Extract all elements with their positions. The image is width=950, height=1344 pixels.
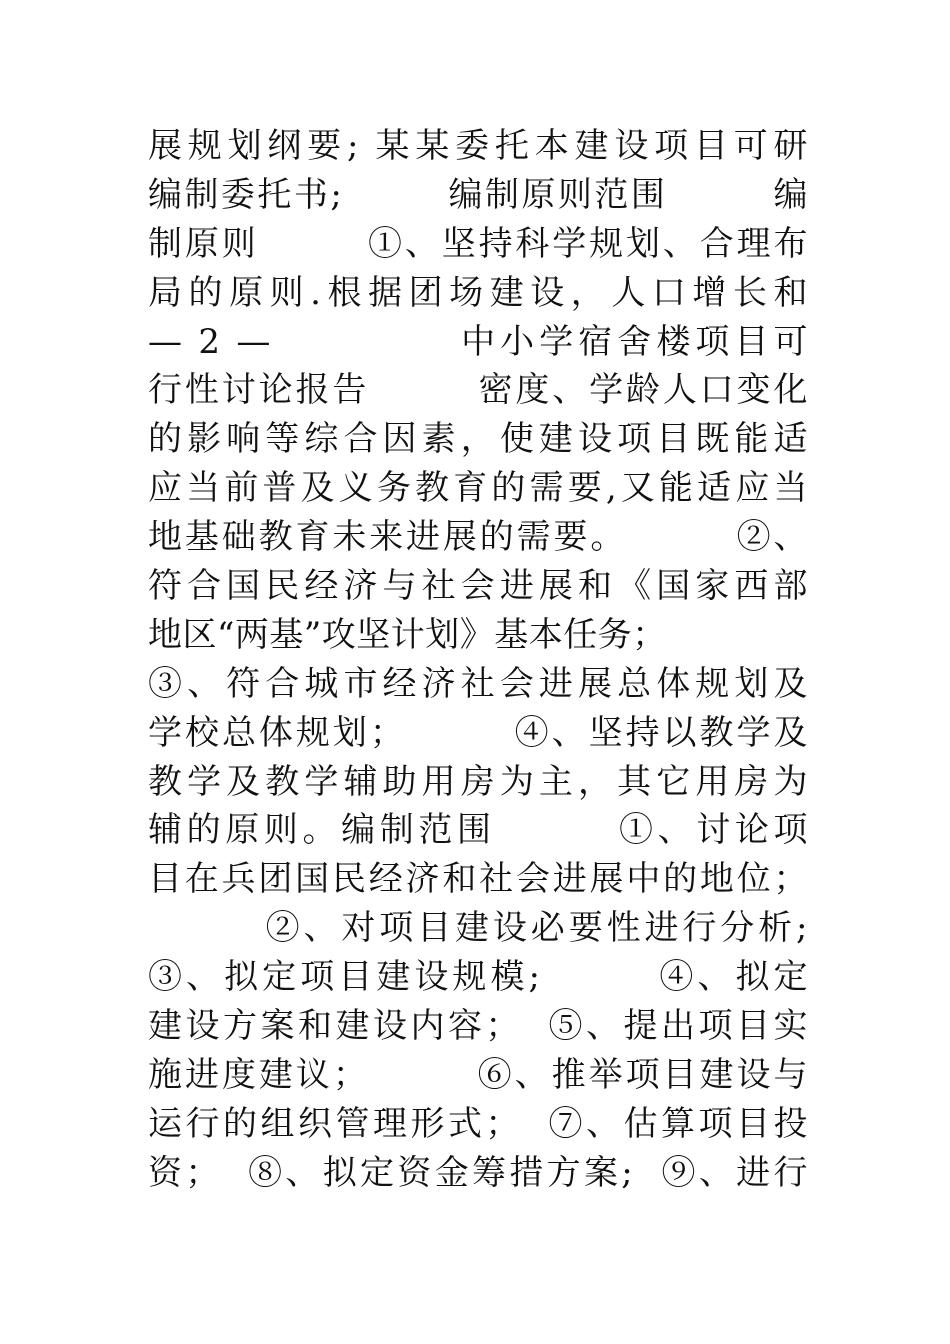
text-line: 学校总体规划； ④、坚持以教学及 [148, 712, 808, 753]
text-line: 目在兵团国民经济和社会进展中的地位； [148, 859, 808, 900]
text-line: 应当前普及义务教育的需要,又能适应当 [148, 468, 808, 509]
text-line: 的影响等综合因素，使建设项目既能适 [148, 419, 808, 460]
text-line: ③、拟定项目建设规模; ④、拟定 [148, 957, 808, 998]
text-line: 资； ⑧、拟定资金筹措方案; ⑨、进行 [148, 1152, 808, 1193]
text-line: 地基础教育未来进展的需要。 ②、 [148, 517, 808, 558]
text-line: 地区“两基”攻坚计划》基本任务； [148, 614, 667, 655]
text-line: 编制委托书; 编制原则范围 编 [148, 174, 808, 215]
text-line: 展规划纲要; 某某委托本建设项目可研 [148, 126, 808, 166]
text-line: 建设方案和建设内容； ⑤、提出项目实 [148, 1006, 808, 1047]
text-line: 局的原则.根据团场建设，人口增长和 [148, 272, 808, 313]
text-line: 辅的原则。编制范围 ①、讨论项 [148, 810, 808, 851]
text-line: 行性讨论报告 密度、学龄人口变化 [148, 370, 808, 411]
text-line: 运行的组织管理形式； ⑦、估算项目投 [148, 1103, 808, 1144]
text-line: ③、符合城市经济社会进展总体规划及 [148, 663, 808, 704]
text-line: 符合国民经济与社会进展和《国家西部 [148, 566, 808, 607]
body-text [148, 122, 808, 1198]
text-line: ②、对项目建设必要性进行分析; [148, 908, 808, 949]
text-line: — 2 — 中小学宿舍楼项目可 [148, 321, 808, 362]
text-line: 教学及教学辅助用房为主，其它用房为 [148, 761, 808, 802]
text-line: 制原则 ①、坚持科学规划、合理布 [148, 223, 808, 264]
text-line: 施进度建议； ⑥、推举项目建设与 [148, 1054, 808, 1095]
